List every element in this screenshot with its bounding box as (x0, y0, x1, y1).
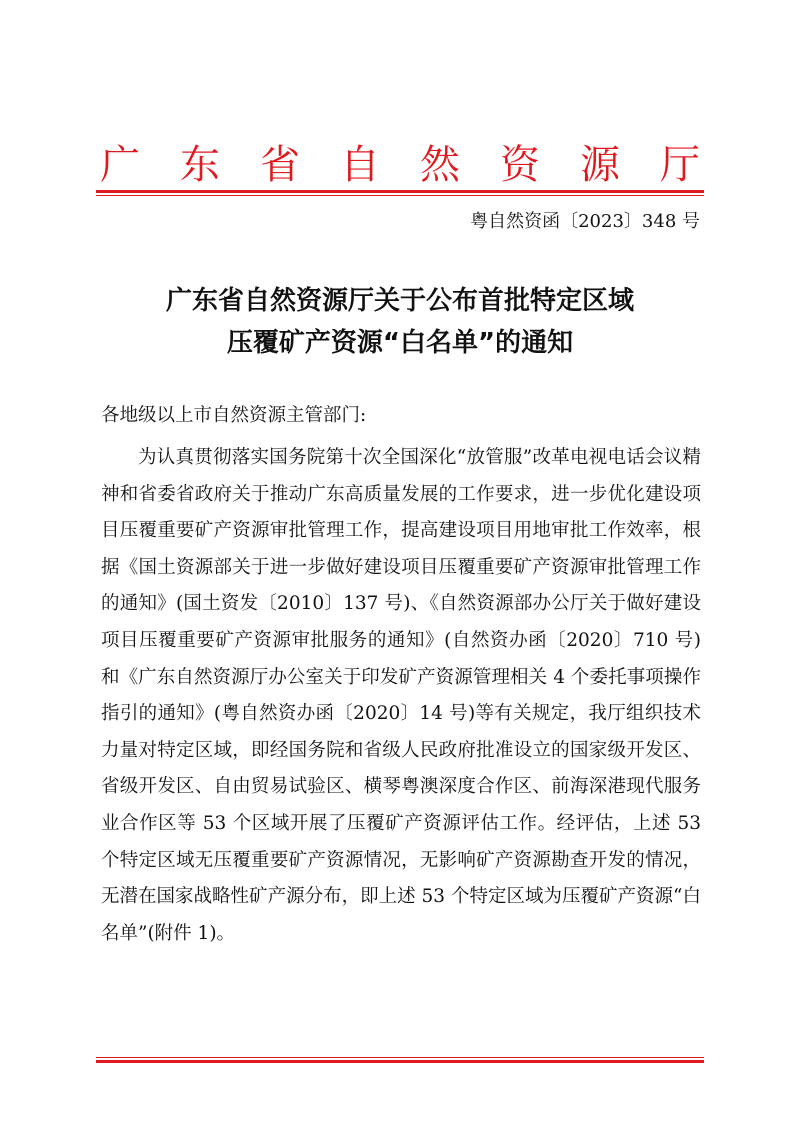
title-line-1: 广东省自然资源厅关于公布首批特定区域 (165, 286, 634, 316)
document-number: 粤自然资函〔2023〕348 号 (470, 211, 700, 232)
title-line-2: 压覆矿产资源“白名单”的通知 (226, 328, 574, 358)
salutation: 各地级以上市自然资源主管部门: (101, 405, 367, 426)
letterhead-red-rule-thick (96, 190, 704, 193)
letterhead-red-rule-thin (96, 195, 704, 196)
footer-red-rule-thin (96, 1057, 704, 1058)
letterhead-org-name: 广 东 省 自 然 资 源 厅 (100, 142, 700, 188)
footer-red-rule-thick (96, 1060, 704, 1063)
document-title (80, 280, 720, 364)
body-paragraph: 为认真贯彻落实国务院第十次全国深化“放管服”改革电视电话会议精神和省委省政府关于推动广东高质量发展的工作要求，进一步优化建设项目压覆重要矿产资源审批管理工作，提高建设项目用地审批工作效率，根据《国土资源部关于进一步做好建设项目压覆重要矿产资源审批管理工作的通知》(国土资发〔2010〕137 号)、《自然资源部办公厅关于做好建设项目压覆重要矿产资源审批服务的通知》(自然资办函〔2020〕710 号)和《广东自然资源厅办公室关于印发矿产资源管理相关 4 个委托事项操作指引的通知》(粤自然资办函〔2020〕14 号)等有关规定，我厅组织技术力量对特定区域，即经国务院和省级人民政府批准设立的国家级开发区、省级开发区、自由贸易试验区、横琴粤澳深度合作区、前海深港现代服务业合作区等 53 个区域开展了压覆矿产资源评估工作。经评估，上述 53 个特定区域无压覆重要矿产资源情况，无影响矿产资源勘查开发的情况，无潜在国家战略性矿产源分布，即上述 53 个特定区域为压覆矿产资源“白名单”(附件 1)。 (101, 447, 701, 944)
